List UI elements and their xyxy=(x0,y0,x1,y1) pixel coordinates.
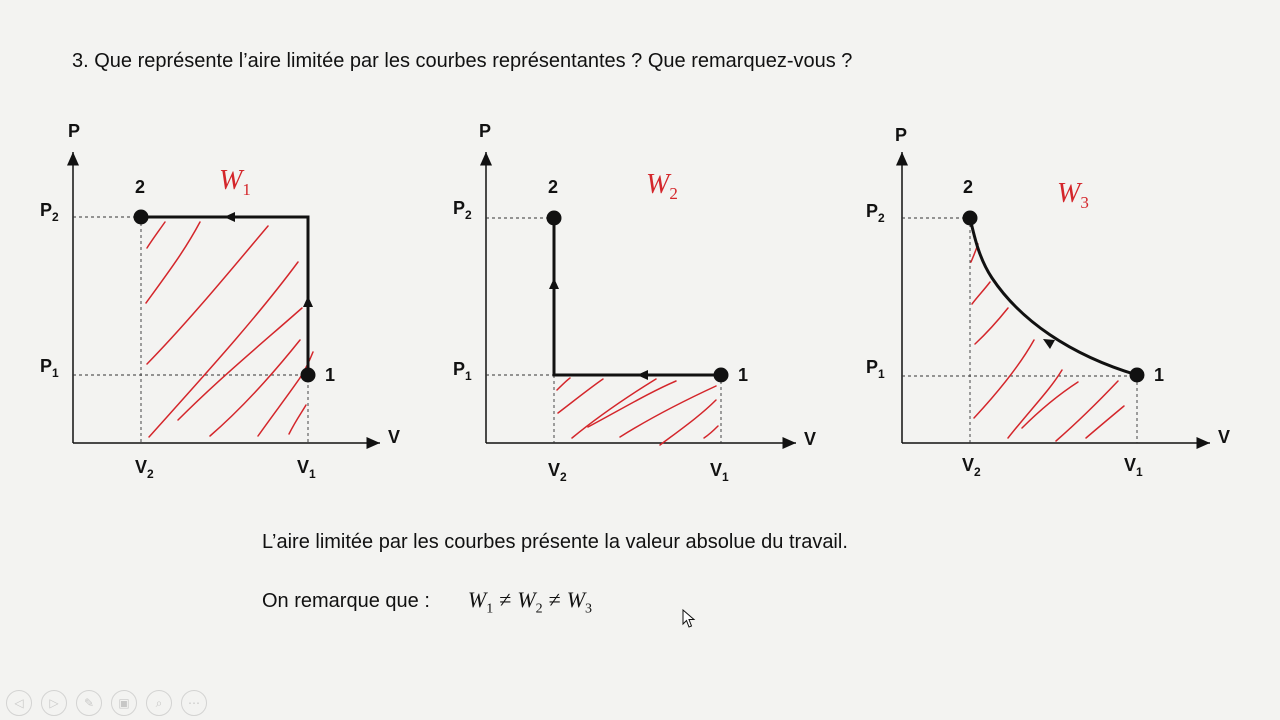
presentation-toolbar xyxy=(6,690,207,716)
state-point-2 xyxy=(963,211,978,226)
v1-label: $V_1$ xyxy=(1124,455,1143,479)
question-text: 3. Que représente l’aire limitée par les courbes représentantes ? Que remarquez-vous ? xyxy=(72,50,853,72)
v1-label: $V_1$ xyxy=(710,460,729,484)
v1-label: $V_1$ xyxy=(297,457,316,481)
zoom-icon[interactable]: ⌕ xyxy=(146,690,172,716)
v2-label: $V_2$ xyxy=(962,455,981,479)
hatch-area-1 xyxy=(146,222,313,437)
conclusion-text: L’aire limitée par les courbes présente la valeur absolue du travail. xyxy=(262,531,848,553)
p1-label: $P_1$ xyxy=(866,357,885,381)
next-icon[interactable]: ▷ xyxy=(41,690,67,716)
point-2-label: 2 xyxy=(963,177,974,197)
remark-line xyxy=(262,587,592,617)
v-axis-label: V xyxy=(1218,427,1231,447)
hatch-area-2 xyxy=(557,378,718,445)
point-2-label: 2 xyxy=(135,177,146,197)
pen-icon[interactable]: ✎ xyxy=(76,690,102,716)
diagram-1 xyxy=(40,121,400,481)
diagram-3 xyxy=(866,125,1230,479)
work-label-2: $W_2$ xyxy=(646,169,678,203)
mouse-cursor-icon xyxy=(682,609,696,629)
process-path-2 xyxy=(554,218,721,375)
p-axis-label: P xyxy=(479,121,492,141)
previous-icon[interactable]: ◁ xyxy=(6,690,32,716)
p-axis-label: P xyxy=(68,121,81,141)
p2-label: $P_2$ xyxy=(40,200,59,224)
point-1-label: 1 xyxy=(325,365,336,385)
more-icon[interactable]: ⋯ xyxy=(181,690,207,716)
v-axis-label: V xyxy=(804,429,817,449)
v2-label: $V_2$ xyxy=(548,460,567,484)
state-point-1 xyxy=(714,368,729,383)
p2-label: $P_2$ xyxy=(453,198,472,222)
state-point-2 xyxy=(134,210,149,225)
p1-label: $P_1$ xyxy=(40,356,59,380)
p1-label: $P_1$ xyxy=(453,359,472,383)
work-label-1: $W_1$ xyxy=(219,165,251,199)
diagram-2 xyxy=(453,121,816,484)
slides-icon[interactable]: ▣ xyxy=(111,690,137,716)
point-1-label: 1 xyxy=(1154,365,1165,385)
v2-label: $V_2$ xyxy=(135,457,154,481)
p2-label: $P_2$ xyxy=(866,201,885,225)
process-path-3 xyxy=(970,218,1137,375)
point-1-label: 1 xyxy=(738,365,749,385)
point-2-label: 2 xyxy=(548,177,559,197)
work-label-3: $W_3$ xyxy=(1057,178,1089,212)
p-axis-label: P xyxy=(895,125,908,145)
state-point-1 xyxy=(1130,368,1145,383)
work-inequality: $W_1 \ne W_2 \ne W_3$ xyxy=(467,587,593,617)
state-point-2 xyxy=(547,211,562,226)
remark-label: On remarque que : xyxy=(262,590,430,612)
state-point-1 xyxy=(301,368,316,383)
v-axis-label: V xyxy=(388,427,401,447)
